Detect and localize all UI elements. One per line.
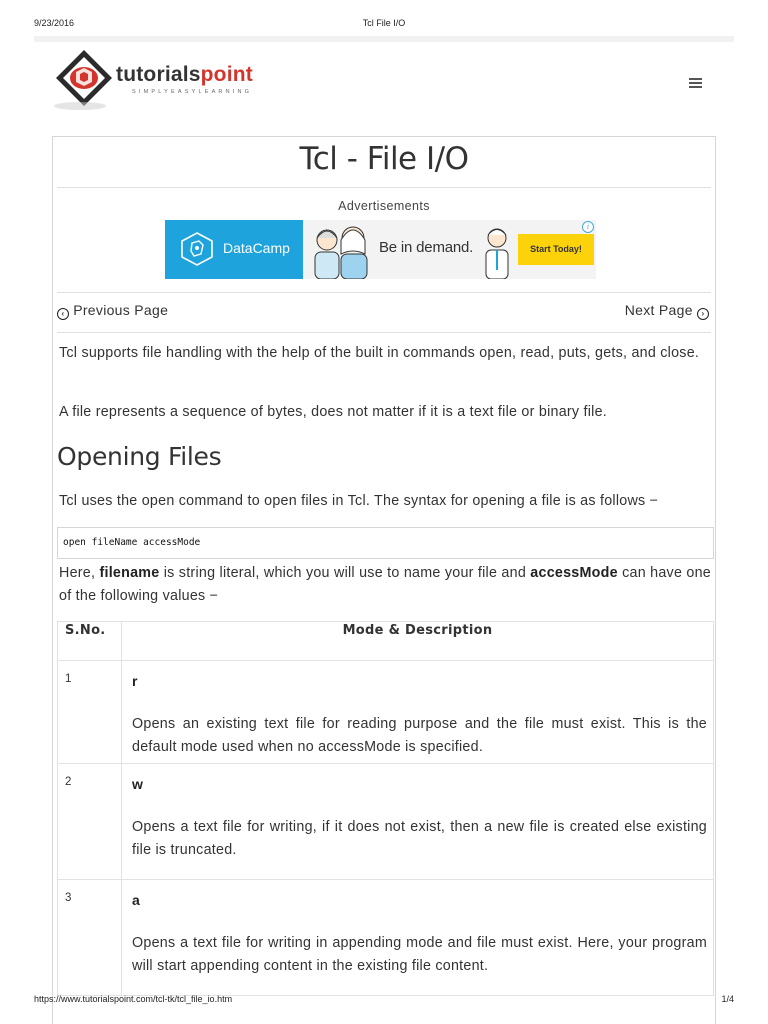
open-command-paragraph: Tcl uses the open command to open files in Tcl. The syntax for opening a file is as follows − (59, 493, 659, 509)
row-number: 3 (58, 880, 122, 996)
row-cell (122, 661, 714, 764)
logo-wordmark (116, 63, 253, 87)
previous-page-link[interactable] (57, 302, 168, 320)
print-footer (34, 994, 734, 1006)
divider (57, 292, 711, 293)
site-header (34, 42, 734, 118)
row-cell (122, 880, 714, 996)
ad-people-illustration (305, 220, 377, 279)
previous-page-label: Previous Page (73, 302, 169, 318)
p4-bold-accessmode: accessMode (530, 565, 618, 581)
section-title: Opening Files (57, 442, 222, 471)
print-date: 9/23/2016 (34, 18, 75, 28)
ad-person-illustration (479, 220, 515, 279)
code-text: open fileName accessMode (63, 537, 201, 548)
mode-name: r (132, 673, 138, 689)
ad-cta-button[interactable]: Start Today! (518, 234, 594, 265)
row-number: 2 (58, 764, 122, 880)
divider (57, 332, 711, 333)
page-title: Tcl - File I/O (299, 141, 469, 177)
logo-icon (50, 48, 114, 112)
ad-brand-panel (165, 220, 303, 279)
mode-name: w (132, 776, 143, 792)
row-number: 1 (58, 661, 122, 764)
access-mode-table (57, 621, 714, 996)
mode-description: Opens a text file for writing, if it does not exist, then a new file is created else existing file is truncated. (132, 819, 707, 858)
next-page-link[interactable] (625, 302, 709, 320)
access-mode-paragraph (59, 562, 711, 608)
row-cell (122, 764, 714, 880)
table-row (58, 661, 714, 764)
ads-label: Advertisements (338, 199, 430, 213)
ad-tagline: Be in demand. (379, 239, 474, 256)
site-logo[interactable] (50, 48, 290, 112)
column-header-description: Mode & Description (122, 622, 714, 661)
ad-banner[interactable] (165, 220, 596, 279)
arrow-left-circle-icon: ‹ (57, 308, 69, 320)
ad-info-icon[interactable]: i (582, 221, 594, 233)
print-header (34, 18, 734, 32)
code-block (57, 527, 714, 559)
arrow-right-circle-icon: › (697, 308, 709, 320)
table-header-row (58, 622, 714, 661)
p4-text-mid: is string literal, which you will use to name your file and (159, 565, 531, 581)
file-definition-paragraph: A file represents a sequence of bytes, does not matter if it is a text file or binary file. (59, 404, 608, 420)
divider (57, 187, 711, 188)
content-card (52, 136, 716, 1024)
mode-description: Opens a text file for writing in appending mode and file must exist. Here, your program will start appending content in the existing file content. (132, 935, 707, 974)
p4-bold-filename: filename (99, 565, 160, 581)
mode-description: Opens an existing text file for reading purpose and the file must exist. This is the default mode used when no accessMode is specified. (132, 716, 707, 755)
logo-tagline: SIMPLYEASYLEARNING (132, 89, 253, 95)
mode-name: a (132, 892, 140, 908)
p4-text-pre: Here, (59, 565, 100, 581)
menu-icon[interactable] (689, 78, 702, 90)
next-page-label: Next Page (624, 302, 693, 318)
datacamp-icon (181, 232, 213, 266)
table-row (58, 764, 714, 880)
print-page-number: 1/4 (721, 994, 734, 1004)
print-title: Tcl File I/O (362, 18, 406, 28)
column-header-sno: S.No. (58, 622, 122, 661)
logo-text-accent: point (200, 63, 253, 86)
ad-brand-name: DataCamp (223, 240, 290, 256)
p4-text-post: can have one of the following values − (59, 565, 711, 604)
intro-paragraph: Tcl supports file handling with the help of the built in commands open, read, puts, gets, and close. (59, 345, 700, 361)
table-row (58, 880, 714, 996)
print-url: https://www.tutorialspoint.com/tcl-tk/tcl_file_io.htm (34, 994, 233, 1004)
logo-text-main: tutorials (116, 63, 201, 86)
